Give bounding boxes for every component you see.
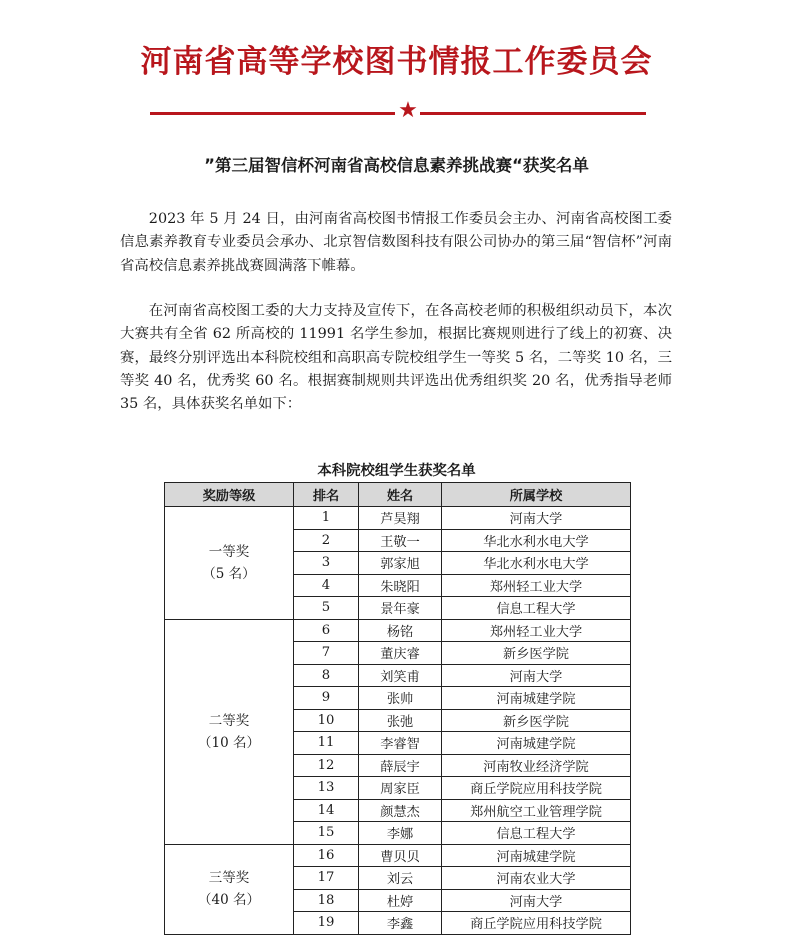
rank-cell: 11 (294, 732, 359, 755)
award-level-cell (165, 844, 294, 934)
table-header-row (165, 483, 631, 507)
name-cell: 董庆睿 (359, 642, 442, 665)
name-cell: 芦昊翔 (359, 507, 442, 530)
school-cell: 郑州航空工业管理学院 (442, 799, 631, 822)
name-cell: 李鑫 (359, 912, 442, 935)
name-cell: 景年豪 (359, 597, 442, 620)
award-level-cell (165, 619, 294, 844)
school-cell: 河南大学 (442, 889, 631, 912)
name-cell: 朱晓阳 (359, 574, 442, 597)
name-cell: 李娜 (359, 822, 442, 845)
rank-cell: 2 (294, 529, 359, 552)
name-cell: 刘笑甫 (359, 664, 442, 687)
name-cell: 王敬一 (359, 529, 442, 552)
rank-cell: 12 (294, 754, 359, 777)
org-title: 河南省高等学校图书情报工作委员会 (140, 44, 653, 80)
name-cell: 郭家旭 (359, 552, 442, 575)
header-rank: 排名 (294, 483, 359, 507)
rank-cell: 18 (294, 889, 359, 912)
awards-table (164, 482, 631, 935)
rank-cell: 5 (294, 597, 359, 620)
rank-cell: 10 (294, 709, 359, 732)
rank-cell: 16 (294, 844, 359, 867)
award-level: 三等奖 (208, 870, 250, 886)
school-cell: 河南大学 (442, 664, 631, 687)
award-count: （10 名） (198, 734, 260, 751)
rank-cell: 8 (294, 664, 359, 687)
name-cell: 刘云 (359, 867, 442, 890)
rank-cell: 14 (294, 799, 359, 822)
document-title: ”第三届智信杯河南省高校信息素养挑战赛“获奖名单 (204, 156, 589, 175)
school-cell: 河南城建学院 (442, 732, 631, 755)
rank-cell: 17 (294, 867, 359, 890)
award-count: （5 名） (202, 565, 256, 582)
name-cell: 薛辰宇 (359, 754, 442, 777)
table-row (165, 844, 631, 867)
name-cell: 周家臣 (359, 777, 442, 800)
rank-cell: 4 (294, 574, 359, 597)
award-level: 一等奖 (208, 543, 250, 560)
school-cell: 信息工程大学 (442, 597, 631, 620)
rank-cell: 6 (294, 619, 359, 642)
school-cell: 河南城建学院 (442, 844, 631, 867)
school-cell: 河南大学 (442, 507, 631, 530)
header-level: 奖励等级 (165, 483, 294, 507)
intro-paragraph: 2023 年 5 月 24 日，由河南省高校图书情报工作委员会主办、河南省高校图工委信息素养教育专业委员会承办、北京智信数图科技有限公司协办的第三届“智信杯”河南省高校信息素养挑战赛圆满落下帷幕。 (120, 211, 672, 274)
name-cell: 杜婷 (359, 889, 442, 912)
rank-cell: 3 (294, 552, 359, 575)
school-cell: 信息工程大学 (442, 822, 631, 845)
school-cell: 郑州轻工业大学 (442, 574, 631, 597)
school-cell: 商丘学院应用科技学院 (442, 777, 631, 800)
school-cell: 河南农业大学 (442, 867, 631, 890)
school-cell: 河南城建学院 (442, 687, 631, 710)
name-cell: 张帅 (359, 687, 442, 710)
rank-cell: 1 (294, 507, 359, 530)
awards-table-body (165, 507, 631, 935)
name-cell: 颜慧杰 (359, 799, 442, 822)
name-cell: 曹贝贝 (359, 844, 442, 867)
rank-cell: 19 (294, 912, 359, 935)
award-count: （40 名） (198, 892, 260, 908)
name-cell: 张弛 (359, 709, 442, 732)
header-rule-right (420, 112, 646, 115)
award-level-cell (165, 507, 294, 620)
school-cell: 新乡医学院 (442, 642, 631, 665)
school-cell: 郑州轻工业大学 (442, 619, 631, 642)
school-cell: 河南牧业经济学院 (442, 754, 631, 777)
school-cell: 华北水利水电大学 (442, 552, 631, 575)
header-rule-left (150, 112, 395, 115)
rank-cell: 7 (294, 642, 359, 665)
name-cell: 杨铭 (359, 619, 442, 642)
header-school: 所属学校 (442, 483, 631, 507)
school-cell: 商丘学院应用科技学院 (442, 912, 631, 935)
name-cell: 李睿智 (359, 732, 442, 755)
school-cell: 新乡医学院 (442, 709, 631, 732)
summary-paragraph: 在河南省高校图工委的大力支持及宣传下，在各高校老师的积极组织动员下，本次大赛共有全省 62 所高校的 11991 名学生参加，根据比赛规则进行了线上的初赛、决赛，最终分别评选出本科院校组和高职高专院校组学生一等奖 5 名，二等奖 10 名，三等奖 40 名，优秀奖 60 名。根据赛制规则共评选出优秀组织奖 20 名，优秀指导老师 35 名，具体获奖名单如下： (120, 303, 672, 413)
rank-cell: 9 (294, 687, 359, 710)
school-cell: 华北水利水电大学 (442, 529, 631, 552)
rank-cell: 15 (294, 822, 359, 845)
header-name: 姓名 (359, 483, 442, 507)
rank-cell: 13 (294, 777, 359, 800)
table-row (165, 619, 631, 642)
table-caption: 本科院校组学生获奖名单 (317, 463, 476, 479)
table-row (165, 507, 631, 530)
star-icon: ★ (398, 98, 418, 123)
award-level: 二等奖 (208, 712, 250, 729)
